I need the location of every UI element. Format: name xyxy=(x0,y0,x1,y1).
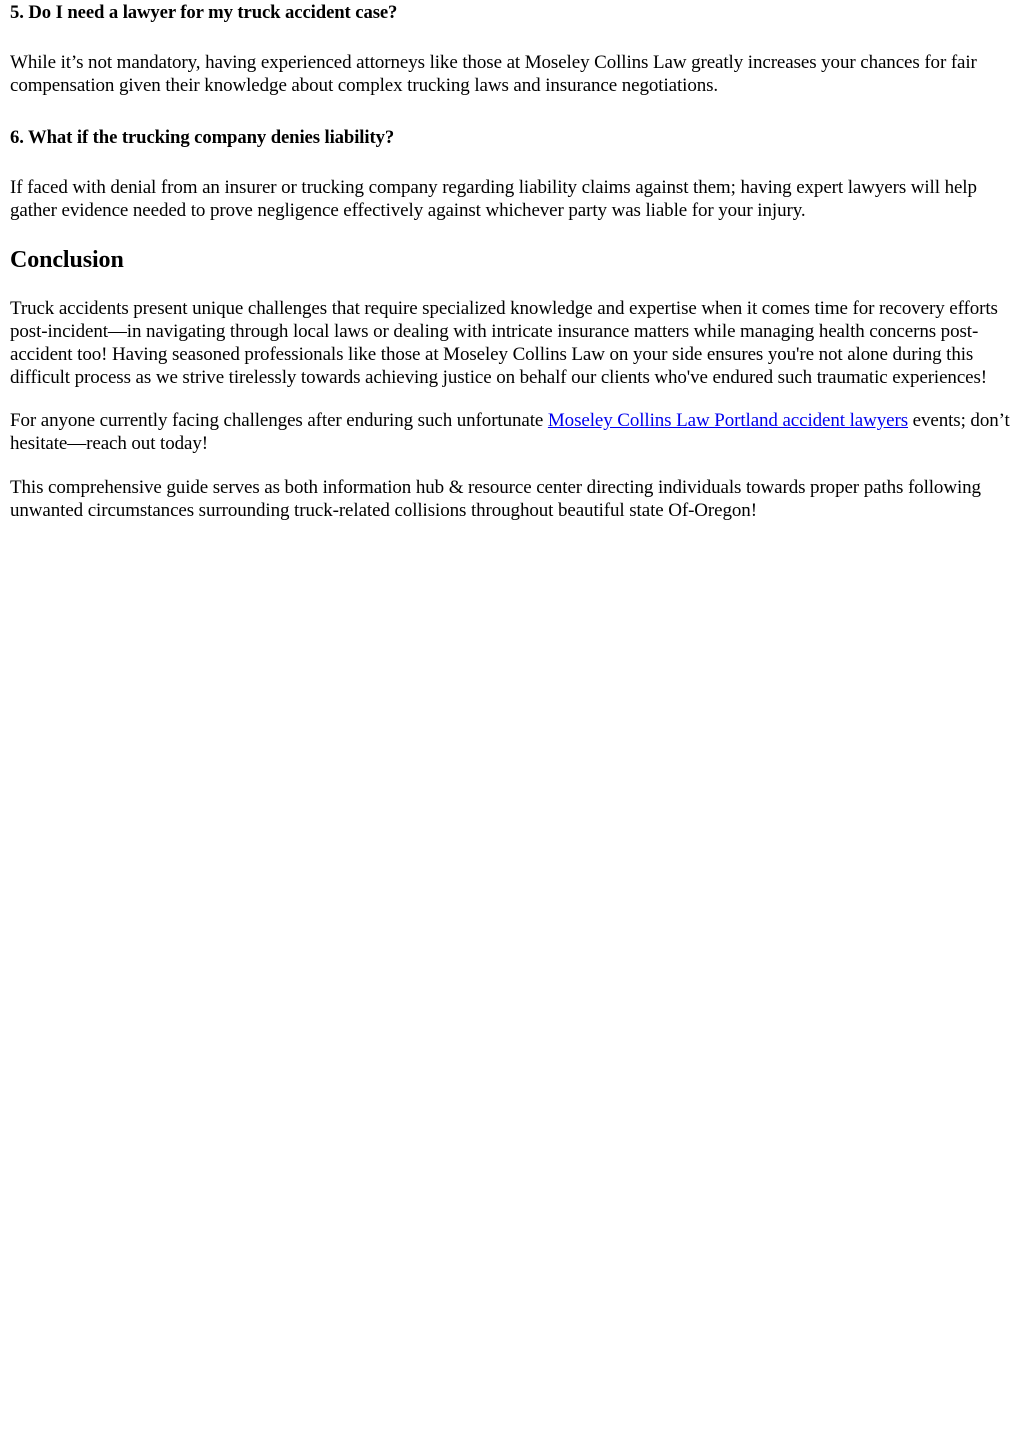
conclusion-paragraph-2 xyxy=(10,409,1016,455)
faq-6-answer: If faced with denial from an insurer or trucking company regarding liability claims against them; having expert lawyers will help gather evidence needed to prove negligence effectively against whichever party was liable for your injury. xyxy=(10,177,977,221)
faq-6-question: 6. What if the trucking company denies liability? xyxy=(10,127,395,148)
conclusion-paragraph-2-tail: events; don’t hesitate—reach out today! xyxy=(10,410,1010,454)
faq-5-question: 5. Do I need a lawyer for my truck accident case? xyxy=(10,2,398,23)
conclusion-heading: Conclusion xyxy=(10,247,124,273)
accident-lawyers-link[interactable]: Moseley Collins Law Portland accident lawyers xyxy=(547,410,908,431)
conclusion-paragraph-3: This comprehensive guide serves as both information hub & resource center directing individuals towards proper paths following unwanted circumstances surrounding truck-related collisions throughout beautiful state Of-Oregon! xyxy=(10,477,981,521)
faq-5-answer: While it’s not mandatory, having experienced attorneys like those at Moseley Collins Law greatly increases your chances for fair compensation given their knowledge about complex trucking laws and insurance negotiations. xyxy=(10,52,977,96)
conclusion-paragraph-2-lead: For anyone currently facing challenges after enduring such unfortunate xyxy=(10,410,548,431)
article-content xyxy=(0,1,1024,522)
conclusion-paragraph-1: Truck accidents present unique challenges that require specialized knowledge and expertise when it comes time for recovery efforts post-incident—in navigating through local laws or dealing with intricate insurance matters while managing health concerns post-accident too! Having seasoned professionals like those at Moseley Collins Law on your side ensures you're not alone during this difficult process as we strive tirelessly towards achieving justice on behalf our clients who've endured such traumatic experiences! xyxy=(10,298,998,388)
